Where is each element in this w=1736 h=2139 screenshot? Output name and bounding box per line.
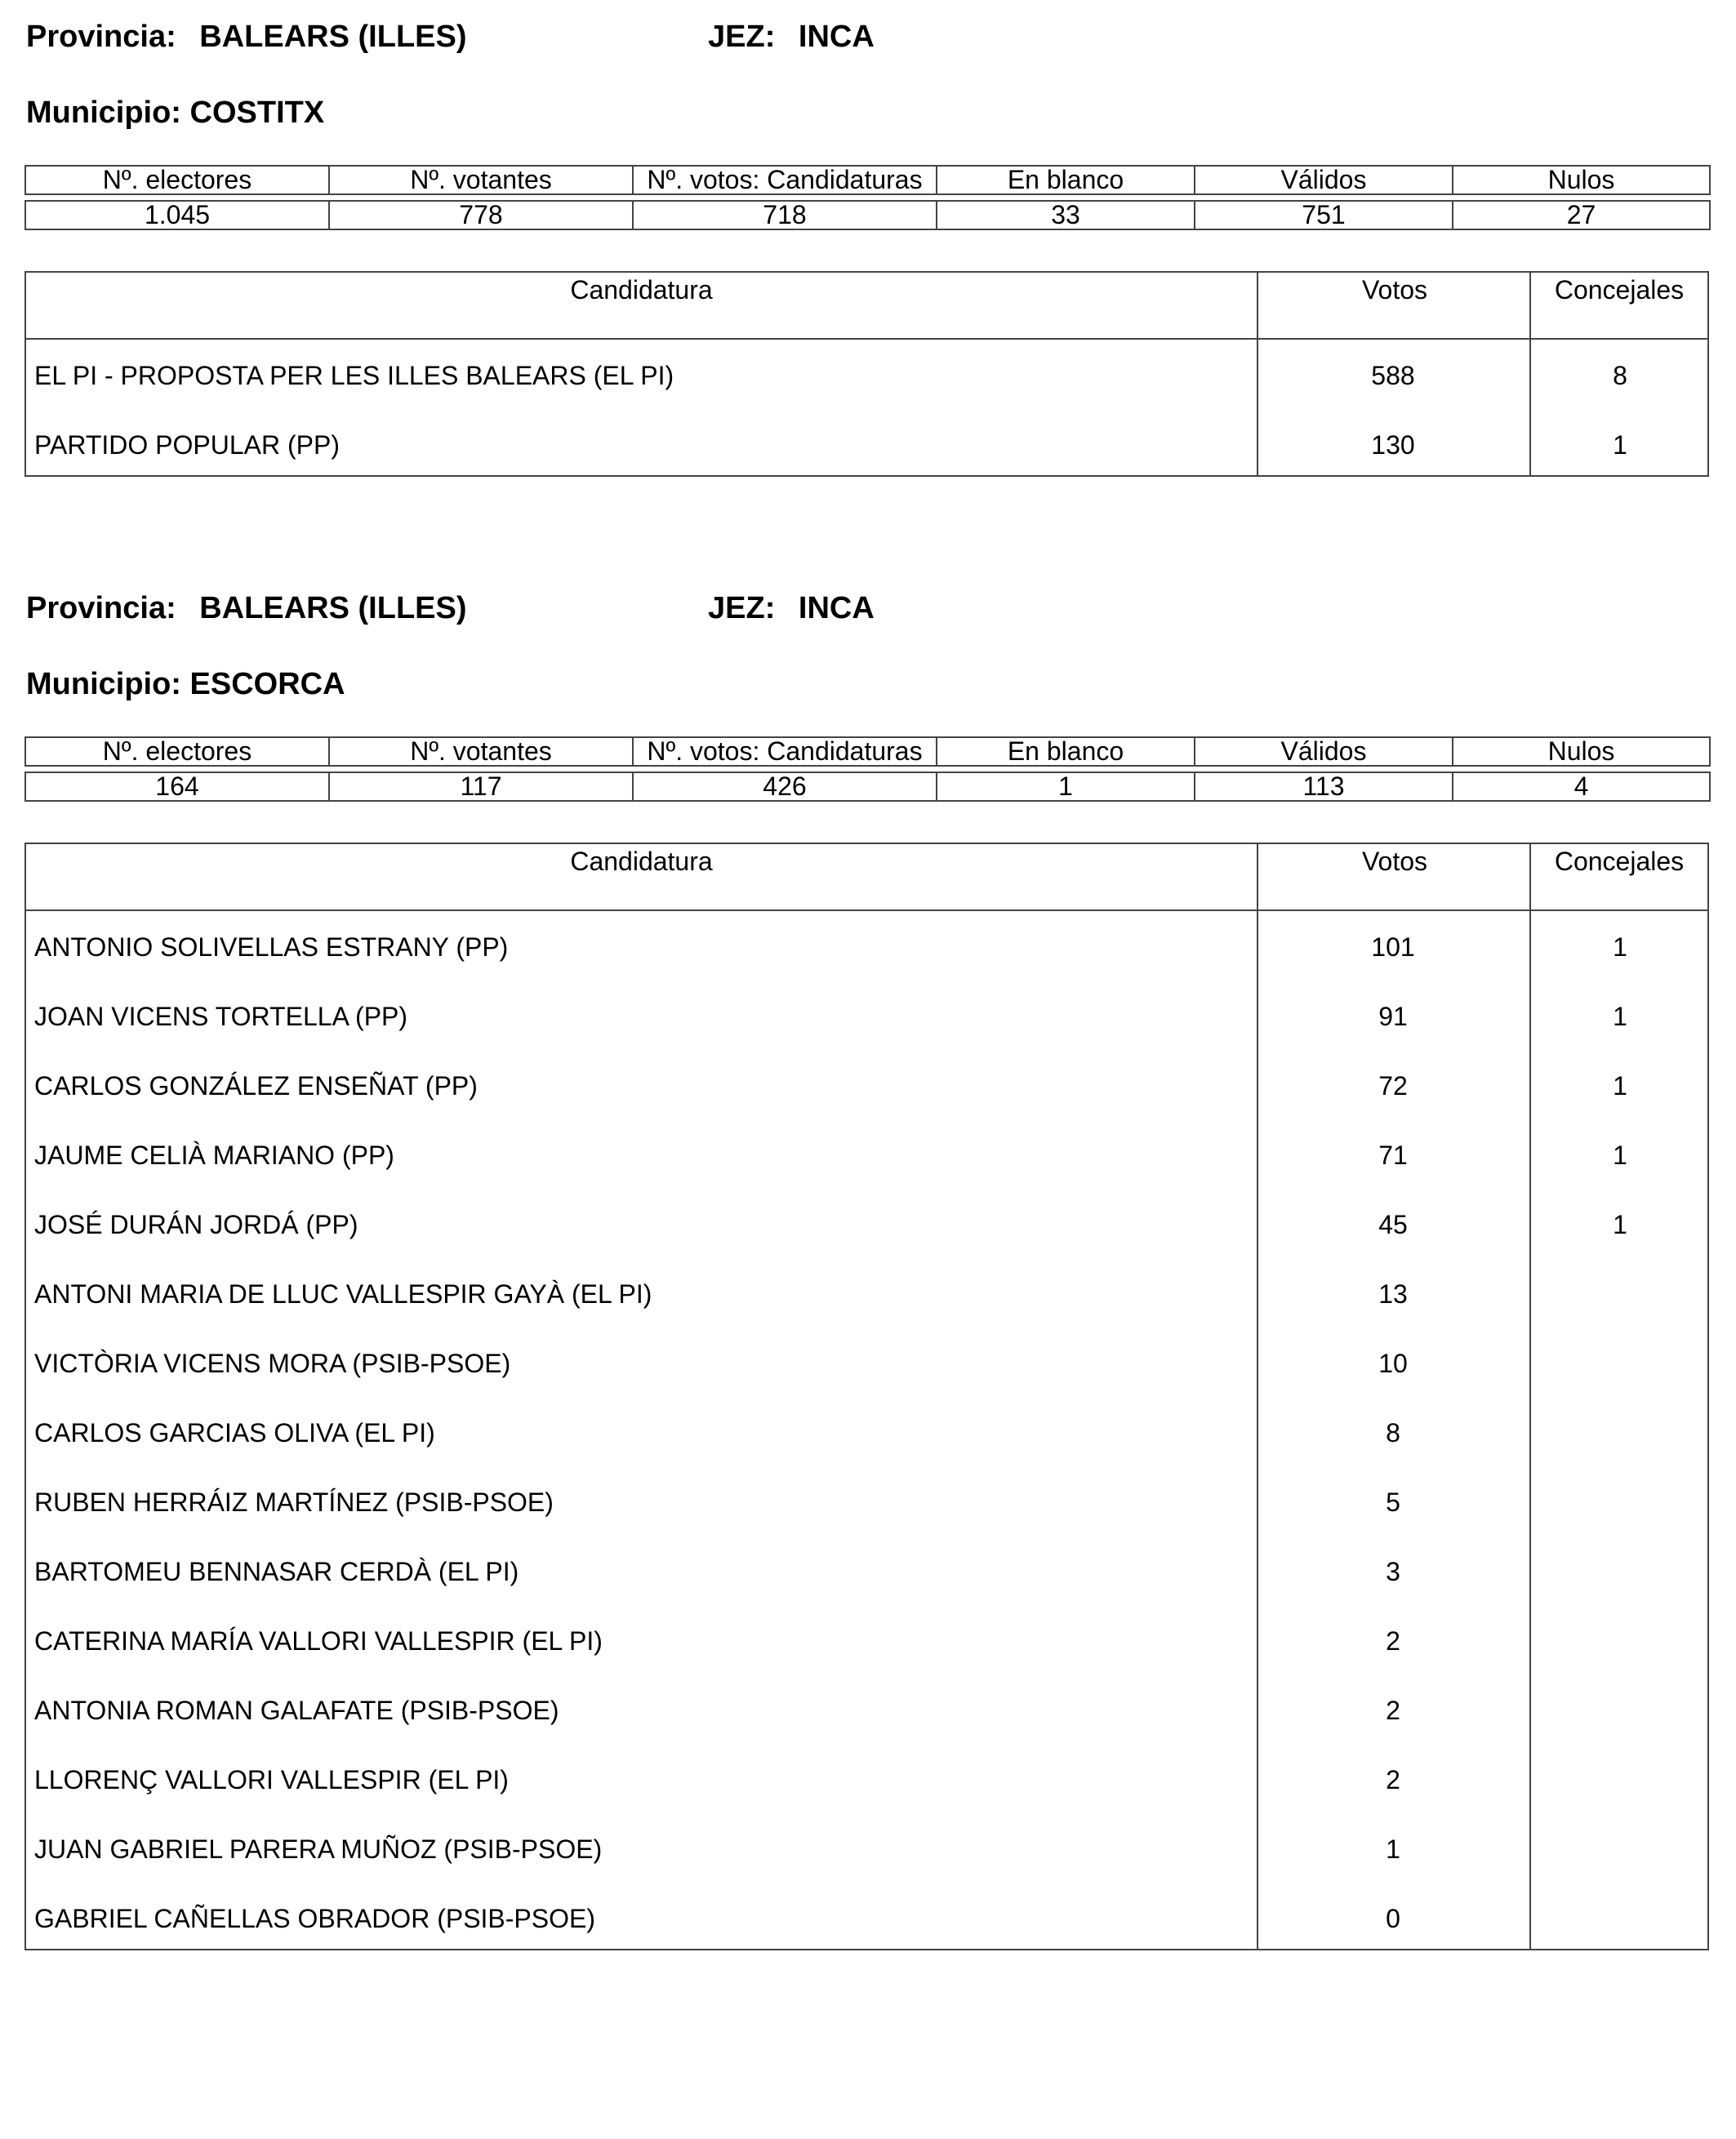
- candidate-concejales: 1: [1613, 1002, 1627, 1031]
- municipio-value: COSTITX: [189, 96, 325, 130]
- candidate-name: JOSÉ DURÁN JORDÁ (PP): [34, 1210, 358, 1239]
- candidate-concejales: 1: [1613, 1071, 1627, 1101]
- municipio-label: Municipio:: [26, 96, 181, 130]
- stats-header-row: [25, 737, 1710, 766]
- table-row: [26, 909, 1707, 979]
- candidates-table: [24, 271, 1709, 477]
- candidate-votes: 3: [1386, 1557, 1400, 1586]
- provincia-value: BALEARS (ILLES): [199, 591, 467, 625]
- table-row: [26, 979, 1707, 1048]
- candidate-name: ANTONIO SOLIVELLAS ESTRANY (PP): [34, 932, 509, 962]
- table-row: [26, 1881, 1707, 1950]
- stats-header: Nº. electores: [25, 737, 329, 766]
- candidate-concejales: 1: [1613, 1210, 1627, 1239]
- provincia-value: BALEARS (ILLES): [199, 20, 467, 54]
- stats-header: Nulos: [1453, 166, 1710, 194]
- stats-header: Válidos: [1195, 166, 1453, 194]
- candidate-name: PARTIDO POPULAR (PP): [34, 430, 340, 460]
- municipio-line: [26, 665, 345, 703]
- stats-value: 27: [1453, 201, 1710, 229]
- candidate-name: BARTOMEU BENNASAR CERDÀ (EL PI): [34, 1557, 519, 1586]
- municipio-label: Municipio:: [26, 667, 181, 701]
- candidate-votes: 1: [1386, 1834, 1400, 1864]
- municipio-line: [26, 94, 324, 131]
- candidate-votes: 13: [1378, 1279, 1408, 1309]
- candidate-concejales: 1: [1613, 1141, 1627, 1170]
- table-row: [26, 1256, 1707, 1326]
- candidate-votes: 130: [1371, 430, 1415, 460]
- candidate-votes: 2: [1386, 1765, 1400, 1794]
- provincia-label: Provincia:: [26, 20, 176, 54]
- jez-label: JEZ:: [708, 591, 776, 625]
- table-row: [26, 1187, 1707, 1256]
- table-row: [26, 407, 1707, 477]
- table-row: [26, 1812, 1707, 1881]
- header-votos: Votos: [1361, 275, 1428, 305]
- stats-value: 1.045: [25, 201, 329, 229]
- stats-value: 117: [329, 772, 633, 801]
- header-candidatura: Candidatura: [570, 275, 713, 305]
- candidate-name: JUAN GABRIEL PARERA MUÑOZ (PSIB-PSOE): [34, 1834, 603, 1864]
- candidate-name: JOAN VICENS TORTELLA (PP): [34, 1002, 408, 1031]
- table-row: [26, 1118, 1707, 1187]
- candidate-votes: 8: [1386, 1418, 1400, 1447]
- candidate-name: LLORENÇ VALLORI VALLESPIR (EL PI): [34, 1765, 509, 1794]
- candidate-name: CARLOS GARCIAS OLIVA (EL PI): [34, 1418, 435, 1447]
- header-concejales: Concejales: [1554, 275, 1685, 305]
- candidate-votes: 71: [1378, 1141, 1408, 1170]
- table-row: [26, 1742, 1707, 1812]
- candidate-votes: 45: [1378, 1210, 1408, 1239]
- table-row: [26, 1534, 1707, 1603]
- stats-value: 4: [1453, 772, 1710, 801]
- candidate-name: CATERINA MARÍA VALLORI VALLESPIR (EL PI): [34, 1626, 603, 1656]
- stats-header: Nº. votantes: [329, 166, 633, 194]
- header-votos: Votos: [1361, 847, 1428, 876]
- stats-value: 113: [1195, 772, 1453, 801]
- candidate-name: ANTONI MARIA DE LLUC VALLESPIR GAYÀ (EL PI): [34, 1279, 652, 1309]
- stats-value: 33: [937, 201, 1195, 229]
- stats-value: 426: [633, 772, 937, 801]
- municipio-value: ESCORCA: [189, 667, 345, 701]
- provincia-label: Provincia:: [26, 591, 176, 625]
- table-row: [26, 1465, 1707, 1534]
- stats-header: Nº. votantes: [329, 737, 633, 766]
- stats-value: 718: [633, 201, 937, 229]
- candidate-name: ANTONIA ROMAN GALAFATE (PSIB-PSOE): [34, 1696, 559, 1725]
- candidate-votes: 588: [1371, 361, 1415, 390]
- stats-value-row: [25, 201, 1710, 229]
- candidate-name: RUBEN HERRÁIZ MARTÍNEZ (PSIB-PSOE): [34, 1488, 554, 1517]
- jez-value: INCA: [798, 591, 875, 625]
- municipality-section-escorca: [24, 571, 1710, 1959]
- header-candidatura: Candidatura: [570, 847, 713, 876]
- table-row: [26, 1603, 1707, 1673]
- candidate-concejales: 1: [1613, 430, 1627, 460]
- candidate-name: CARLOS GONZÁLEZ ENSEÑAT (PP): [34, 1071, 478, 1101]
- stats-header: Nulos: [1453, 737, 1710, 766]
- table-row: [26, 1326, 1707, 1395]
- candidates-header-row: [26, 844, 1707, 911]
- jez-line: [708, 18, 875, 56]
- stats-header: En blanco: [937, 737, 1195, 766]
- table-row: [26, 1048, 1707, 1118]
- candidate-name: VICTÒRIA VICENS MORA (PSIB-PSOE): [34, 1349, 511, 1378]
- jez-value: INCA: [798, 20, 875, 54]
- candidates-table: [24, 843, 1709, 1950]
- candidate-concejales: 1: [1613, 932, 1627, 962]
- candidate-votes: 5: [1386, 1488, 1400, 1517]
- candidate-name: EL PI - PROPOSTA PER LES ILLES BALEARS (EL PI): [34, 361, 674, 390]
- candidate-votes: 72: [1378, 1071, 1408, 1101]
- provincia-line: [26, 589, 467, 627]
- summary-stats-table: [24, 165, 1711, 230]
- jez-line: [708, 589, 875, 627]
- stats-header: Válidos: [1195, 737, 1453, 766]
- summary-stats-table: [24, 736, 1711, 802]
- jez-label: JEZ:: [708, 20, 776, 54]
- candidate-name: JAUME CELIÀ MARIANO (PP): [34, 1141, 394, 1170]
- stats-value: 751: [1195, 201, 1453, 229]
- stats-value: 164: [25, 772, 329, 801]
- candidate-votes: 101: [1371, 932, 1415, 962]
- municipality-section-costitx: [24, 0, 1710, 490]
- stats-header: Nº. votos: Candidaturas: [633, 166, 937, 194]
- provincia-line: [26, 18, 467, 56]
- stats-value: 1: [937, 772, 1195, 801]
- stats-header: En blanco: [937, 166, 1195, 194]
- candidates-header-row: [26, 273, 1707, 340]
- table-row: [26, 1673, 1707, 1742]
- table-row: [26, 1395, 1707, 1465]
- stats-header: Nº. electores: [25, 166, 329, 194]
- stats-value-row: [25, 772, 1710, 801]
- candidate-concejales: 8: [1613, 361, 1627, 390]
- stats-value: 778: [329, 201, 633, 229]
- stats-header-row: [25, 166, 1710, 194]
- table-row: [26, 338, 1707, 407]
- candidate-votes: 10: [1378, 1349, 1408, 1378]
- stats-header: Nº. votos: Candidaturas: [633, 737, 937, 766]
- header-concejales: Concejales: [1554, 847, 1685, 876]
- candidate-votes: 91: [1378, 1002, 1408, 1031]
- candidate-votes: 0: [1386, 1904, 1400, 1933]
- candidate-votes: 2: [1386, 1626, 1400, 1656]
- candidate-votes: 2: [1386, 1696, 1400, 1725]
- candidate-name: GABRIEL CAÑELLAS OBRADOR (PSIB-PSOE): [34, 1904, 595, 1933]
